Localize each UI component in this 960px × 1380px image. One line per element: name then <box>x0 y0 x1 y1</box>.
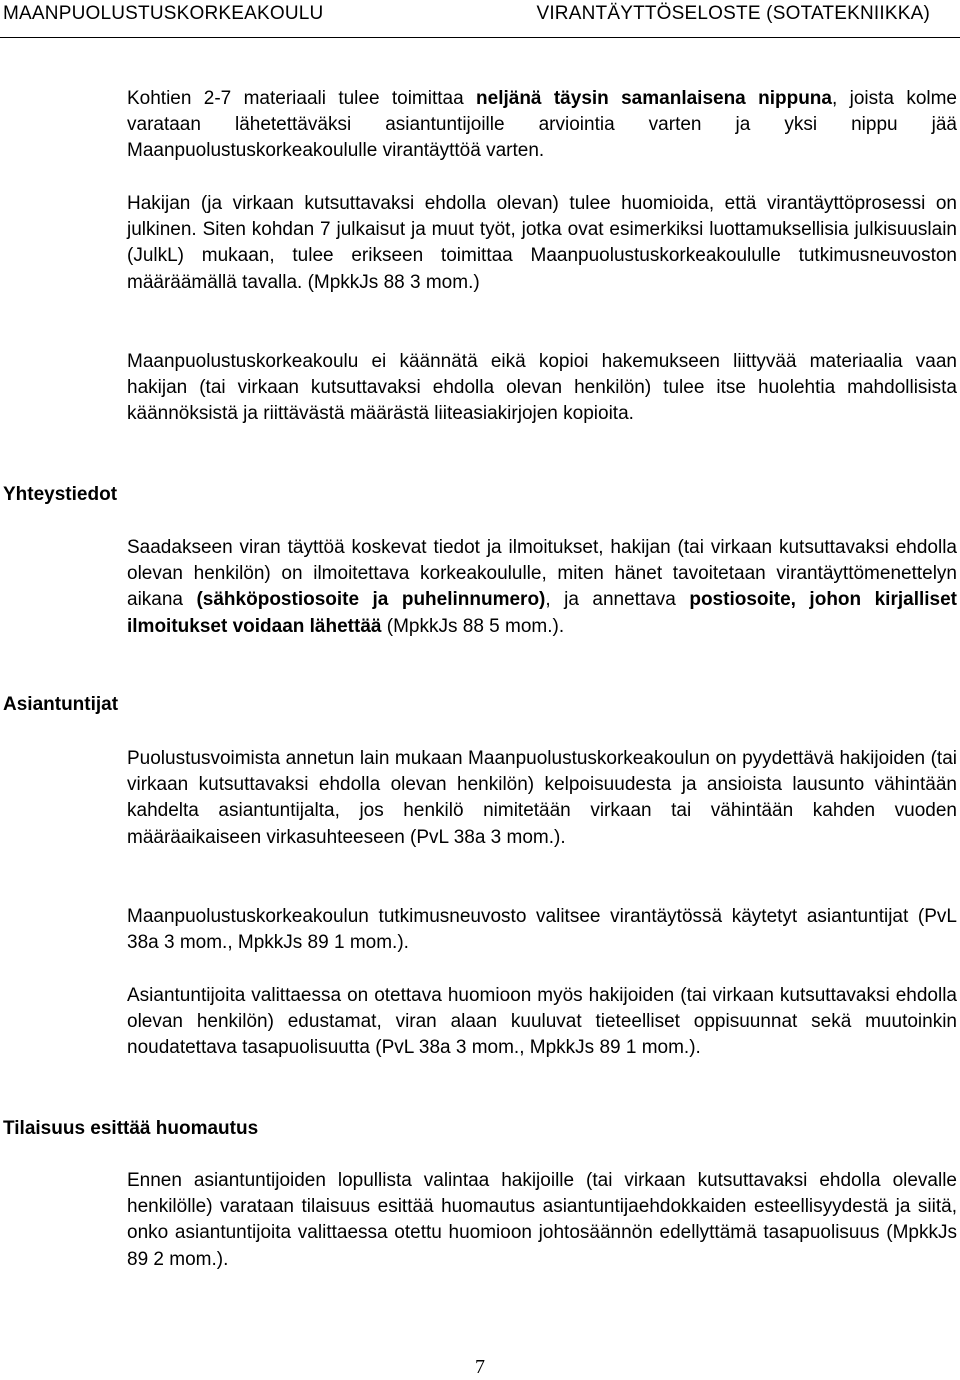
text-run: , ja annettava <box>545 589 690 611</box>
text-run: Hakijan (ja virkaan kutsuttavaksi ehdolla olevan) tulee huomioida, että virantäyttöprosessi on julkinen. Siten kohdan 7 julkaisut ja muut työt, jotka ovat esimerkiksi luottamuksellisia julkisuuslain (JulkL) mukaan, tulee erikseen toimittaa Maanpuolustuskorkeakoululle tutkimusneuvoston määräämällä tavalla. (MpkkJs 88 3 mom.) <box>127 193 957 293</box>
text-run: (MpkkJs 88 5 mom.). <box>381 615 565 637</box>
text-run: , joista kolme varataan lähetettäväksi asiantuntijoille arviointia varten ja yksi nippu jää Maanpuolustuskorkeakoululle virantäyttöä varten. <box>127 88 958 162</box>
paragraph-expert-criteria <box>127 983 957 1062</box>
heading-yhteystiedot: Yhteystiedot <box>3 484 118 505</box>
header-document-title: VIRANTÄYTTÖSELOSTE (SOTATEKNIIKKA) <box>536 3 930 24</box>
text-run: Ennen asiantuntijoiden lopullista valintaa hakijoille (tai virkaan kutsuttavaksi ehdolla olevalle henkilölle) varataan tilaisuus esittää huomautus asiantuntijaehdokkaiden esteellisyydestä ja siitä, onko asiantuntijoita valittaessa otettu huomioon johtosäännön edellyttämä tasapuolisuus (MpkkJs 89 2 mom.). <box>127 1170 957 1270</box>
text-run: Asiantuntijoita valittaessa on otettava huomioon myös hakijoiden (tai virkaan kutsuttavaksi ehdolla olevan henkilön) edustamat, viran alaan kuuluvat tieteelliset oppisuunnat sekä muutoinkin noudatettava tasapuolisuutta (PvL 38a 3 mom., MpkkJs 89 1 mom.). <box>127 985 957 1059</box>
page-number: 7 <box>475 1356 485 1378</box>
paragraph-translations <box>127 349 957 428</box>
paragraph-materials <box>127 86 957 165</box>
paragraph-expert-selection <box>127 904 957 956</box>
bold-text-run: postiosoite, johon kirjalliset ilmoitukset voidaan lähettää <box>127 589 957 637</box>
text-run: Maanpuolustuskorkeakoulun tutkimusneuvosto valitsee virantäytössä käytetyt asiantuntijat (PvL 38a 3 mom., MpkkJs 89 1 mom.). <box>127 906 957 954</box>
heading-tilaisuus: Tilaisuus esittää huomautus <box>3 1118 259 1139</box>
bold-text-run: neljänä täysin samanlaisena nippuna <box>476 88 832 109</box>
heading-asiantuntijat: Asiantuntijat <box>3 694 119 715</box>
text-run: Maanpuolustuskorkeakoulu ei käännätä eikä kopioi hakemukseen liittyvää materiaalia vaan hakijan (tai virkaan kutsuttavaksi ehdolla olevan henkilön) tulee itse huolehtia mahdollisista käännöksistä ja riittävästä määrästä liiteasiakirjojen kopioita. <box>127 351 957 425</box>
bold-text-run: (sähköpostiosoite ja puhelinnumero) <box>196 589 546 611</box>
paragraph-objection <box>127 1168 957 1273</box>
paragraph-contact-info <box>127 535 957 640</box>
paragraph-expert-statements <box>127 746 957 851</box>
page-header <box>0 0 960 38</box>
text-run: Puolustusvoimista annetun lain mukaan Maanpuolustuskorkeakoulun on pyydettävä hakijoiden (tai virkaan kutsuttavaksi ehdolla olevan henkilön) kelpoisuudesta ja ansioista lausunto vähintään kahdelta asiantuntijalta, jos henkilö nimitetään virkaan tai vähintään kahden vuoden määräaikaiseen virkasuhteeseen (PvL 38a 3 mom.). <box>127 748 957 848</box>
header-institution: MAANPUOLUSTUSKORKEAKOULU <box>3 3 324 24</box>
text-run: Kohtien 2-7 materiaali tulee toimittaa <box>127 88 477 109</box>
paragraph-public-process <box>127 191 957 296</box>
text-run: Saadakseen viran täyttöä koskevat tiedot ja ilmoitukset, hakijan (tai virkaan kutsuttavaksi ehdolla olevan henkilön) on ilmoitettava korkeakoululle, miten hänet tavoitetaan virantäyttömenettelyn aikana <box>127 537 957 611</box>
